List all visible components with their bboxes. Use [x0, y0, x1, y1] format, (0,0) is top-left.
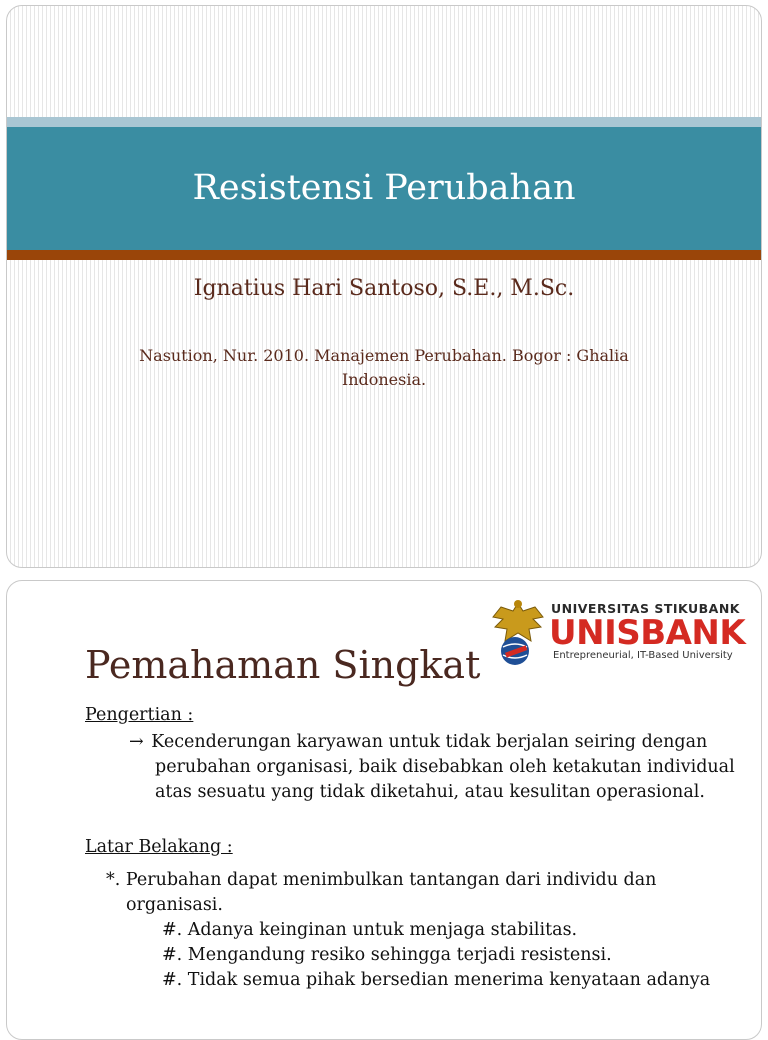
eagle-emblem-icon [491, 597, 545, 667]
slide-body [85, 703, 745, 993]
title-band-top [7, 117, 761, 127]
slide-heading: Pemahaman Singkat [85, 643, 481, 687]
pengertian-definition: Kecenderungan karyawan untuk tidak berjalan seiring dengan perubahan organisasi, baik disebabkan oleh ketakutan individual atas sesuatu yang tidak diketahui, atau kesulitan operasional. [151, 732, 735, 802]
latar-point: #. Mengandung resiko sehingga terjadi resistensi. [162, 945, 612, 965]
reference-citation: Nasution, Nur. 2010. Manajemen Perubahan. Bogor : Ghalia Indonesia. [139, 346, 629, 389]
author-name: Ignatius Hari Santoso, S.E., M.Sc. [193, 276, 575, 301]
latar-point: #. Adanya keinginan untuk menjaga stabilitas. [162, 920, 578, 940]
pengertian-label: Pengertian : [85, 705, 194, 725]
title-slide [6, 5, 762, 568]
latar-point: #. Tidak semua pihak bersedian menerima kenyataan adanya [162, 970, 711, 990]
pengertian-text [105, 730, 745, 805]
unisbank-logo [491, 597, 747, 667]
latar-intro: *. Perubahan dapat menimbulkan tantangan dari individu dan organisasi. [106, 870, 657, 915]
logo-university-name: UNIVERSITAS STIKUBANK [551, 601, 740, 616]
title-band-bottom [7, 250, 761, 260]
content-slide [6, 580, 762, 1040]
slide-title: Resistensi Perubahan [192, 168, 576, 208]
logo-wordmark: UNISBANK [549, 613, 746, 653]
arrow-icon: → [129, 732, 144, 752]
latar-label: Latar Belakang : [85, 837, 233, 857]
logo-tagline: Entrepreneurial, IT-Based University [553, 650, 733, 661]
